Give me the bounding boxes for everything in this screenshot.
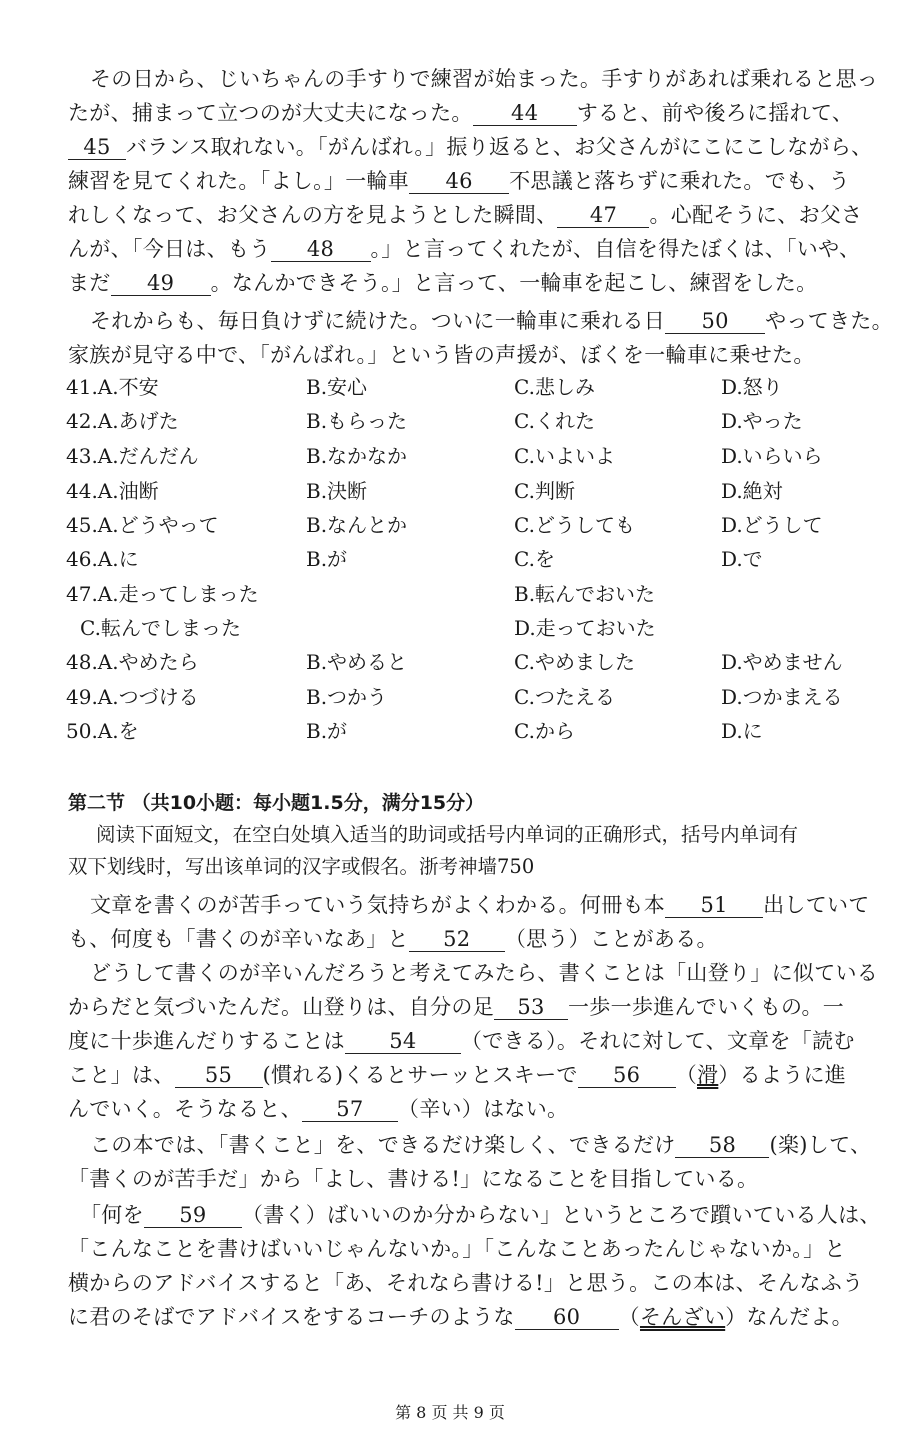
blank-56: 56 bbox=[578, 1063, 676, 1088]
option-row bbox=[66, 441, 866, 471]
option-row bbox=[66, 510, 866, 540]
option-c: C.くれた bbox=[514, 409, 595, 433]
option-c: C.判断 bbox=[514, 479, 575, 503]
text: 。」と言ってくれたが、自信を得たぼくは、「いや、 bbox=[370, 237, 861, 261]
text: （書く）ばいいのか分からない」というところで躓いている人は、 bbox=[241, 1203, 881, 1227]
option-d: D.やめません bbox=[721, 650, 843, 674]
blank-52: 52 bbox=[409, 927, 505, 952]
text: それからも、毎日負けずに続けた。ついに一輪車に乗れる日 bbox=[90, 309, 666, 333]
passage-line bbox=[80, 1200, 881, 1230]
text: 出していて bbox=[763, 893, 870, 917]
text: この本では、「書くこと」を、できるだけ楽しく、できるだけ bbox=[90, 1133, 676, 1157]
passage-line bbox=[68, 1164, 758, 1194]
option-d: D.に bbox=[721, 719, 763, 743]
option-a: 41.A.不安 bbox=[66, 375, 159, 399]
double-underlined-word: そんざい bbox=[639, 1305, 726, 1329]
option-a: 44.A.油断 bbox=[66, 479, 159, 503]
text: （辛い）はない。 bbox=[397, 1097, 569, 1121]
section-heading: 第二节 （共10小题：每小题1.5分，满分15分） bbox=[68, 792, 485, 814]
passage-line bbox=[68, 132, 872, 162]
passage-line bbox=[68, 1026, 855, 1056]
text: 度に十歩進んだりすることは bbox=[68, 1029, 345, 1053]
passage-line bbox=[68, 98, 853, 128]
text: まだ bbox=[68, 271, 111, 295]
text: （できる）。それに対して、文章を「読む bbox=[460, 1029, 855, 1053]
option-a: 50.A.を bbox=[66, 719, 139, 743]
option-row bbox=[66, 716, 866, 746]
passage-line bbox=[68, 924, 718, 954]
instructions-line-2: 双下划线时，写出该单词的汉字或假名。浙考神墙750 bbox=[68, 855, 535, 878]
option-d: D.絶対 bbox=[721, 479, 783, 503]
text: ）なんだよ。 bbox=[725, 1305, 853, 1329]
option-d: D.つかまえる bbox=[721, 685, 843, 709]
option-row bbox=[66, 647, 866, 677]
page-footer: 第 8 页 共 9 页 bbox=[395, 1403, 505, 1422]
option-a: 43.A.だんだん bbox=[66, 444, 199, 468]
option-d: D.で bbox=[721, 547, 763, 571]
text: 文章を書くのが苦手っていう気持ちがよくわかる。何冊も本 bbox=[90, 893, 666, 917]
option-a: 46.A.に bbox=[66, 547, 139, 571]
blank-44: 44 bbox=[473, 101, 577, 126]
option-b: B.が bbox=[306, 547, 348, 571]
text: からだと気づいたんだ。山登りは、自分の足 bbox=[68, 995, 494, 1019]
option-row bbox=[66, 613, 866, 643]
option-a: 49.A.つづける bbox=[66, 685, 199, 709]
blank-58: 58 bbox=[675, 1133, 769, 1158]
blank-60: 60 bbox=[515, 1305, 619, 1330]
passage-line bbox=[68, 1060, 846, 1090]
option-c: C.から bbox=[514, 719, 575, 743]
passage-line bbox=[68, 1094, 568, 1124]
option-row bbox=[66, 476, 866, 506]
passage-line bbox=[68, 1302, 853, 1332]
option-b: B.安心 bbox=[306, 375, 368, 399]
passage-line bbox=[68, 992, 844, 1022]
blank-57: 57 bbox=[302, 1097, 398, 1122]
passage-line bbox=[68, 340, 815, 370]
text: （ bbox=[618, 1305, 640, 1329]
passage-line bbox=[68, 1268, 863, 1298]
blank-59: 59 bbox=[144, 1203, 242, 1228]
text: （ bbox=[675, 1063, 697, 1087]
text: ）るように進 bbox=[718, 1063, 847, 1087]
blank-46: 46 bbox=[409, 169, 509, 194]
text: 練習を見てくれた。「よし。」一輪車 bbox=[68, 169, 410, 193]
option-row bbox=[66, 406, 866, 436]
option-b: B.つかう bbox=[306, 685, 388, 709]
option-a: 42.A.あげた bbox=[66, 409, 179, 433]
text: こと」は、 bbox=[68, 1063, 175, 1087]
text: (楽)して、 bbox=[769, 1133, 872, 1157]
text: んが、「今日は、もう bbox=[68, 237, 271, 261]
option-d: D.怒り bbox=[721, 375, 783, 399]
option-d: D.どうして bbox=[721, 513, 823, 537]
text: 。心配そうに、お父さ bbox=[649, 203, 863, 227]
option-d: D.やった bbox=[721, 409, 803, 433]
passage-line bbox=[90, 64, 878, 94]
option-c: C.つたえる bbox=[514, 685, 615, 709]
text: たが、捕まって立つのが大丈夫になった。 bbox=[68, 101, 473, 125]
text: バランス取れない。「がんばれ。」振り返ると、お父さんがにこにこしながら、 bbox=[126, 135, 873, 159]
passage-line bbox=[68, 166, 850, 196]
option-b: B.もらった bbox=[306, 409, 408, 433]
instructions-line-1: 阅读下面短文，在空白处填入适当的助词或括号内单词的正确形式，括号内单词有 bbox=[96, 823, 799, 846]
passage-line bbox=[68, 234, 860, 264]
option-row bbox=[66, 372, 866, 402]
text: 「何を bbox=[80, 1203, 144, 1227]
option-b: B.なんとか bbox=[306, 513, 408, 537]
text: (慣れる)くるとサーッとスキーで bbox=[262, 1063, 578, 1087]
passage-line bbox=[68, 268, 817, 298]
passage-line bbox=[68, 200, 862, 230]
option-c: C.悲しみ bbox=[514, 375, 595, 399]
blank-48: 48 bbox=[271, 237, 371, 262]
text: れしくなって、お父さんの方を見ようとした瞬間、 bbox=[68, 203, 558, 227]
passage-line bbox=[90, 958, 878, 988]
option-row bbox=[66, 682, 866, 712]
option-c: C.を bbox=[514, 547, 555, 571]
option-a: 47.A.走ってしまった bbox=[66, 582, 259, 606]
text: （思う）ことがある。 bbox=[504, 927, 718, 951]
option-c: C.転んでしまった bbox=[80, 616, 241, 640]
option-b: B.が bbox=[306, 719, 348, 743]
text: 一歩一歩進んでいくもの。一 bbox=[568, 995, 845, 1019]
text: やってきた。 bbox=[765, 309, 893, 333]
text: 横からのアドバイスすると「あ、それなら書ける!」と思う。この本は、そんなふう bbox=[68, 1271, 864, 1295]
text: 不思議と落ちずに乗れた。でも、う bbox=[509, 169, 850, 193]
option-c: C.いよいよ bbox=[514, 444, 615, 468]
passage-line bbox=[90, 1130, 871, 1160]
passage-line bbox=[68, 1234, 846, 1264]
blank-50: 50 bbox=[665, 309, 765, 334]
passage-line bbox=[90, 306, 893, 336]
blank-55: 55 bbox=[175, 1063, 263, 1088]
blank-51: 51 bbox=[665, 893, 763, 918]
option-b: B.やめると bbox=[306, 650, 408, 674]
blank-54: 54 bbox=[345, 1029, 461, 1054]
option-c: C.どうしても bbox=[514, 513, 635, 537]
text: も、何度も「書くのが辛いなあ」と bbox=[68, 927, 409, 951]
text: 家族が見守る中で、「がんばれ。」という皆の声援が、ぼくを一輪車に乗せた。 bbox=[68, 343, 815, 367]
passage-line bbox=[90, 890, 870, 920]
blank-49: 49 bbox=[111, 271, 211, 296]
blank-47: 47 bbox=[557, 203, 649, 228]
option-b: B.決断 bbox=[306, 479, 368, 503]
option-d: D.走っておいた bbox=[514, 616, 656, 640]
text: 「書くのが苦手だ」から「よし、書ける!」になることを目指している。 bbox=[68, 1167, 759, 1191]
text: に君のそばでアドバイスをするコーチのような bbox=[68, 1305, 515, 1329]
option-a: 45.A.どうやって bbox=[66, 513, 219, 537]
blank-45: 45 bbox=[68, 135, 126, 160]
blank-53: 53 bbox=[494, 995, 568, 1020]
text: すると、前や後ろに揺れて、 bbox=[576, 101, 854, 125]
double-underlined-word: 滑 bbox=[697, 1063, 719, 1087]
text: んでいく。そうなると、 bbox=[68, 1097, 302, 1121]
text: 「こんなことを書けばいいじゃんないか。」「こんなことあったんじゃないか。」と bbox=[68, 1237, 846, 1261]
option-d: D.いらいら bbox=[721, 444, 823, 468]
option-b: B.なかなか bbox=[306, 444, 408, 468]
text: その日から、じいちゃんの手すりで練習が始まった。手すりがあれば乗れると思っ bbox=[90, 67, 879, 91]
option-row bbox=[66, 544, 866, 574]
option-b: B.転んでおいた bbox=[514, 582, 656, 606]
option-a: 48.A.やめたら bbox=[66, 650, 199, 674]
text: 。なんかできそう。」と言って、一輪車を起こし、練習をした。 bbox=[210, 271, 818, 295]
option-row bbox=[66, 579, 866, 609]
text: どうして書くのが辛いんだろうと考えてみたら、書くことは「山登り」に似ている bbox=[90, 961, 879, 985]
option-c: C.やめました bbox=[514, 650, 635, 674]
